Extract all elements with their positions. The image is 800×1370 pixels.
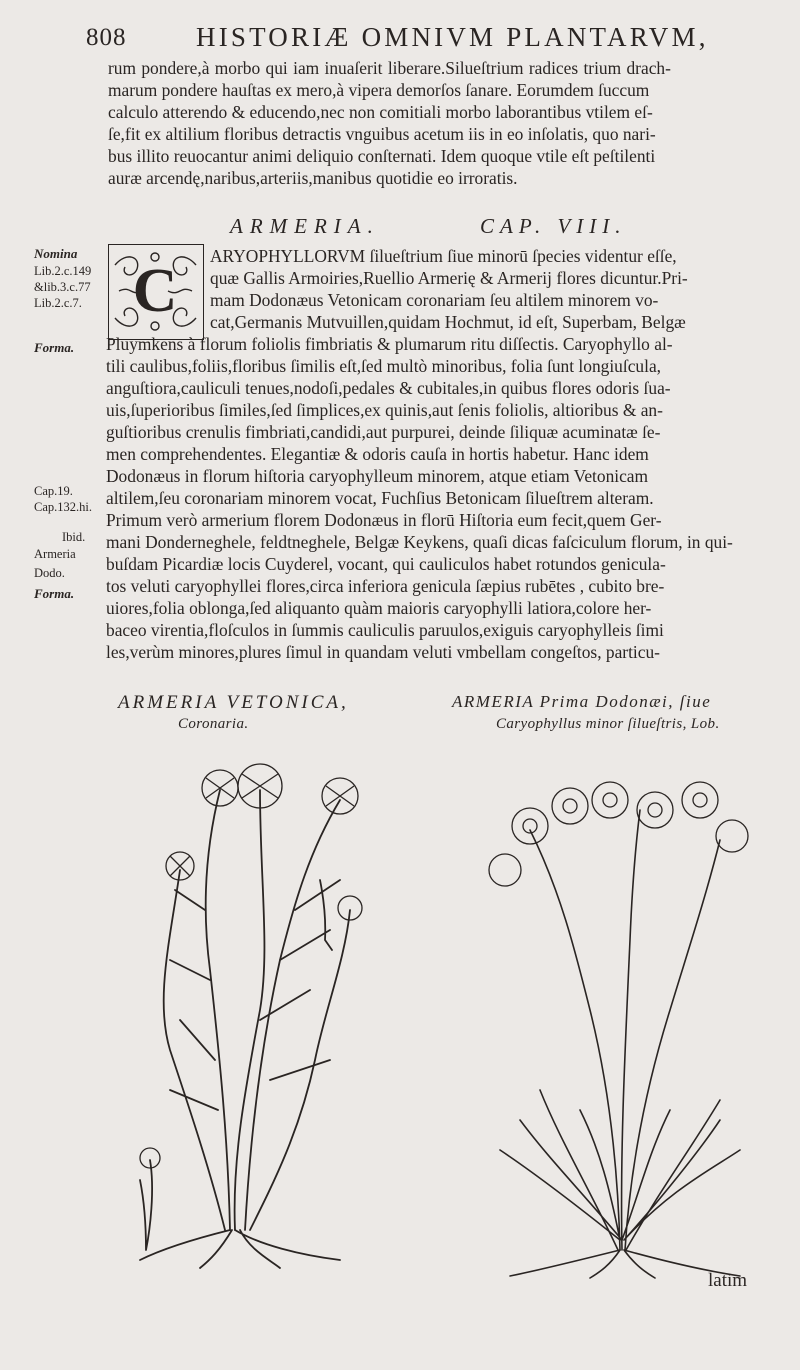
text-line: calculo atterendo & educendo,nec non comitiali morbo laborantibus vtilem eſ- [108,102,653,122]
margin-note: Cap.132.hi. [34,500,92,514]
text-line: mani Donderneghele, feldtneghele, Belgæ Keykens, quaſi dicas faſciculum florum, in qui- [106,532,733,552]
chapter-title: ARMERIA. [230,214,380,238]
drop-cap-initial [108,244,204,340]
margin-note: Nomina [34,246,78,261]
text-line: ARYOPHYLLORVM ſilueſtrium ſiue minorū ſpecies videntur eſſe, [210,246,677,266]
chapter-number: CAP. VIII. [480,214,627,238]
text-line: uis,ſuperioribus ſimiles,ſed ſimplices,ex quinis,aut ſenis foliolis, altioribus & an- [106,400,663,420]
text-line: quæ Gallis Armoiries,Ruellio Armerię & Armerij flores dicuntur.Pri- [210,268,688,288]
text-line: buſdam Picardiæ locis Cuyderel, vocant, qui cauliculos habet rotundos genicula- [106,554,666,574]
margin-note: Lib.2.c.7. [34,296,82,310]
text-line: les,verùm minores,plures ſimul in quandam veluti vmbellam congeſtos, particu- [106,642,660,662]
margin-note: Lib.2.c.149 [34,264,92,278]
catchword: latim [708,1270,748,1291]
woodcut-plant-left [110,760,400,1270]
running-head [0,18,800,58]
text-line: anguſtiora,cauliculi tenues,nodoſi,pedales & cubitales,in quibus flores odoris ſua- [106,378,671,398]
text-line: Primum verò armerium florem Dodonæus in florū Hiſtoria eum fecit,quem Ger- [106,510,662,530]
margin-note: Ibid. [62,530,86,544]
text-line: uiores,folia oblonga,ſed aliquanto quàm maioris caryophylli latiora,colore her- [106,598,652,618]
margin-note: Forma. [34,340,75,355]
text-line: ſe,fit ex altilium floribus detractis vnguibus acetum iis in eo inſolatis, quo nari- [108,124,656,144]
text-line: mam Dodonæus Vetonicam coronariam ſeu altilem minorem vo- [210,290,659,310]
text-line: altilem,ſeu coronariam minorem vocat, Fuchſius Betonicam ſilueſtrem alteram. [106,488,654,508]
text-line: marum pondere hauſtas ex mero,à vipera demorſos ſanare. Eorumdem ſuccum [108,80,650,100]
text-line: bus illito reuocantur animi deliquio conſternati. Idem quoque vtile eſt peſtilenti [108,146,656,166]
figure-caption-left: ARMERIA VETONICA, [118,692,349,713]
text-line: cat,Germanis Mutvuillen,quidam Hochmut, id eſt, Superbam, Belgæ [210,312,686,332]
woodcut-plant-right [470,770,770,1280]
figure-subcaption-right: Caryophyllus minor ſilueſtris, Lob. [496,716,720,732]
chapter-heading [230,214,670,244]
text-line: Pluymkens à florum foliolis fimbriatis & plumarum ritu diſſectis. Caryophyllo al- [106,334,673,354]
margin-note: Cap.19. [34,484,73,498]
text-line: guſtioribus crenulis fimbriati,candidi,aut purpurei, deinde ſiliquæ acuminatæ ſe- [106,422,661,442]
text-line: men comprehendentes. Elegantiæ & odoris cauſa in hortis habetur. Hanc idem [106,444,649,464]
page-number: 808 [86,24,127,51]
drop-cap-letter: C [132,257,178,325]
running-title: HISTORIÆ OMNIVM PLANTARVM, [196,22,709,52]
figure-subcaption-left: Coronaria. [178,716,249,732]
margin-note: Dodo. [34,566,65,580]
margin-note: Armeria [34,547,76,561]
text-line: baceo virentia,floſculos in ſummis cauliculis paruulos,exiguis caryophylleis ſimi [106,620,664,640]
figure-caption-right: ARMERIA Prima Dodonæi, ſiue [452,692,712,711]
ornament-icon [109,245,202,338]
margin-note: Forma. [34,586,75,601]
text-line: rum pondere,à morbo qui iam inuaſerit liberare.Silueſtrium radices trium drach- [108,58,671,78]
margin-note: &lib.3.c.77 [34,280,91,294]
text-line: auræ arcendę,naribus,arteriis,manibus quotidie eo irroratis. [108,168,518,188]
text-line: Dodonæus in florum hiſtoria caryophylleum minorem, atque etiam Vetonicam [106,466,649,486]
text-line: tili caulibus,foliis,floribus ſimilis eſt,ſed multò minoribus, folia ſunt longiuſcula, [106,356,662,376]
text-line: tos veluti caryophyllei flores,circa inferiora genicula ſæpius rubētes , cubito bre- [106,576,665,596]
